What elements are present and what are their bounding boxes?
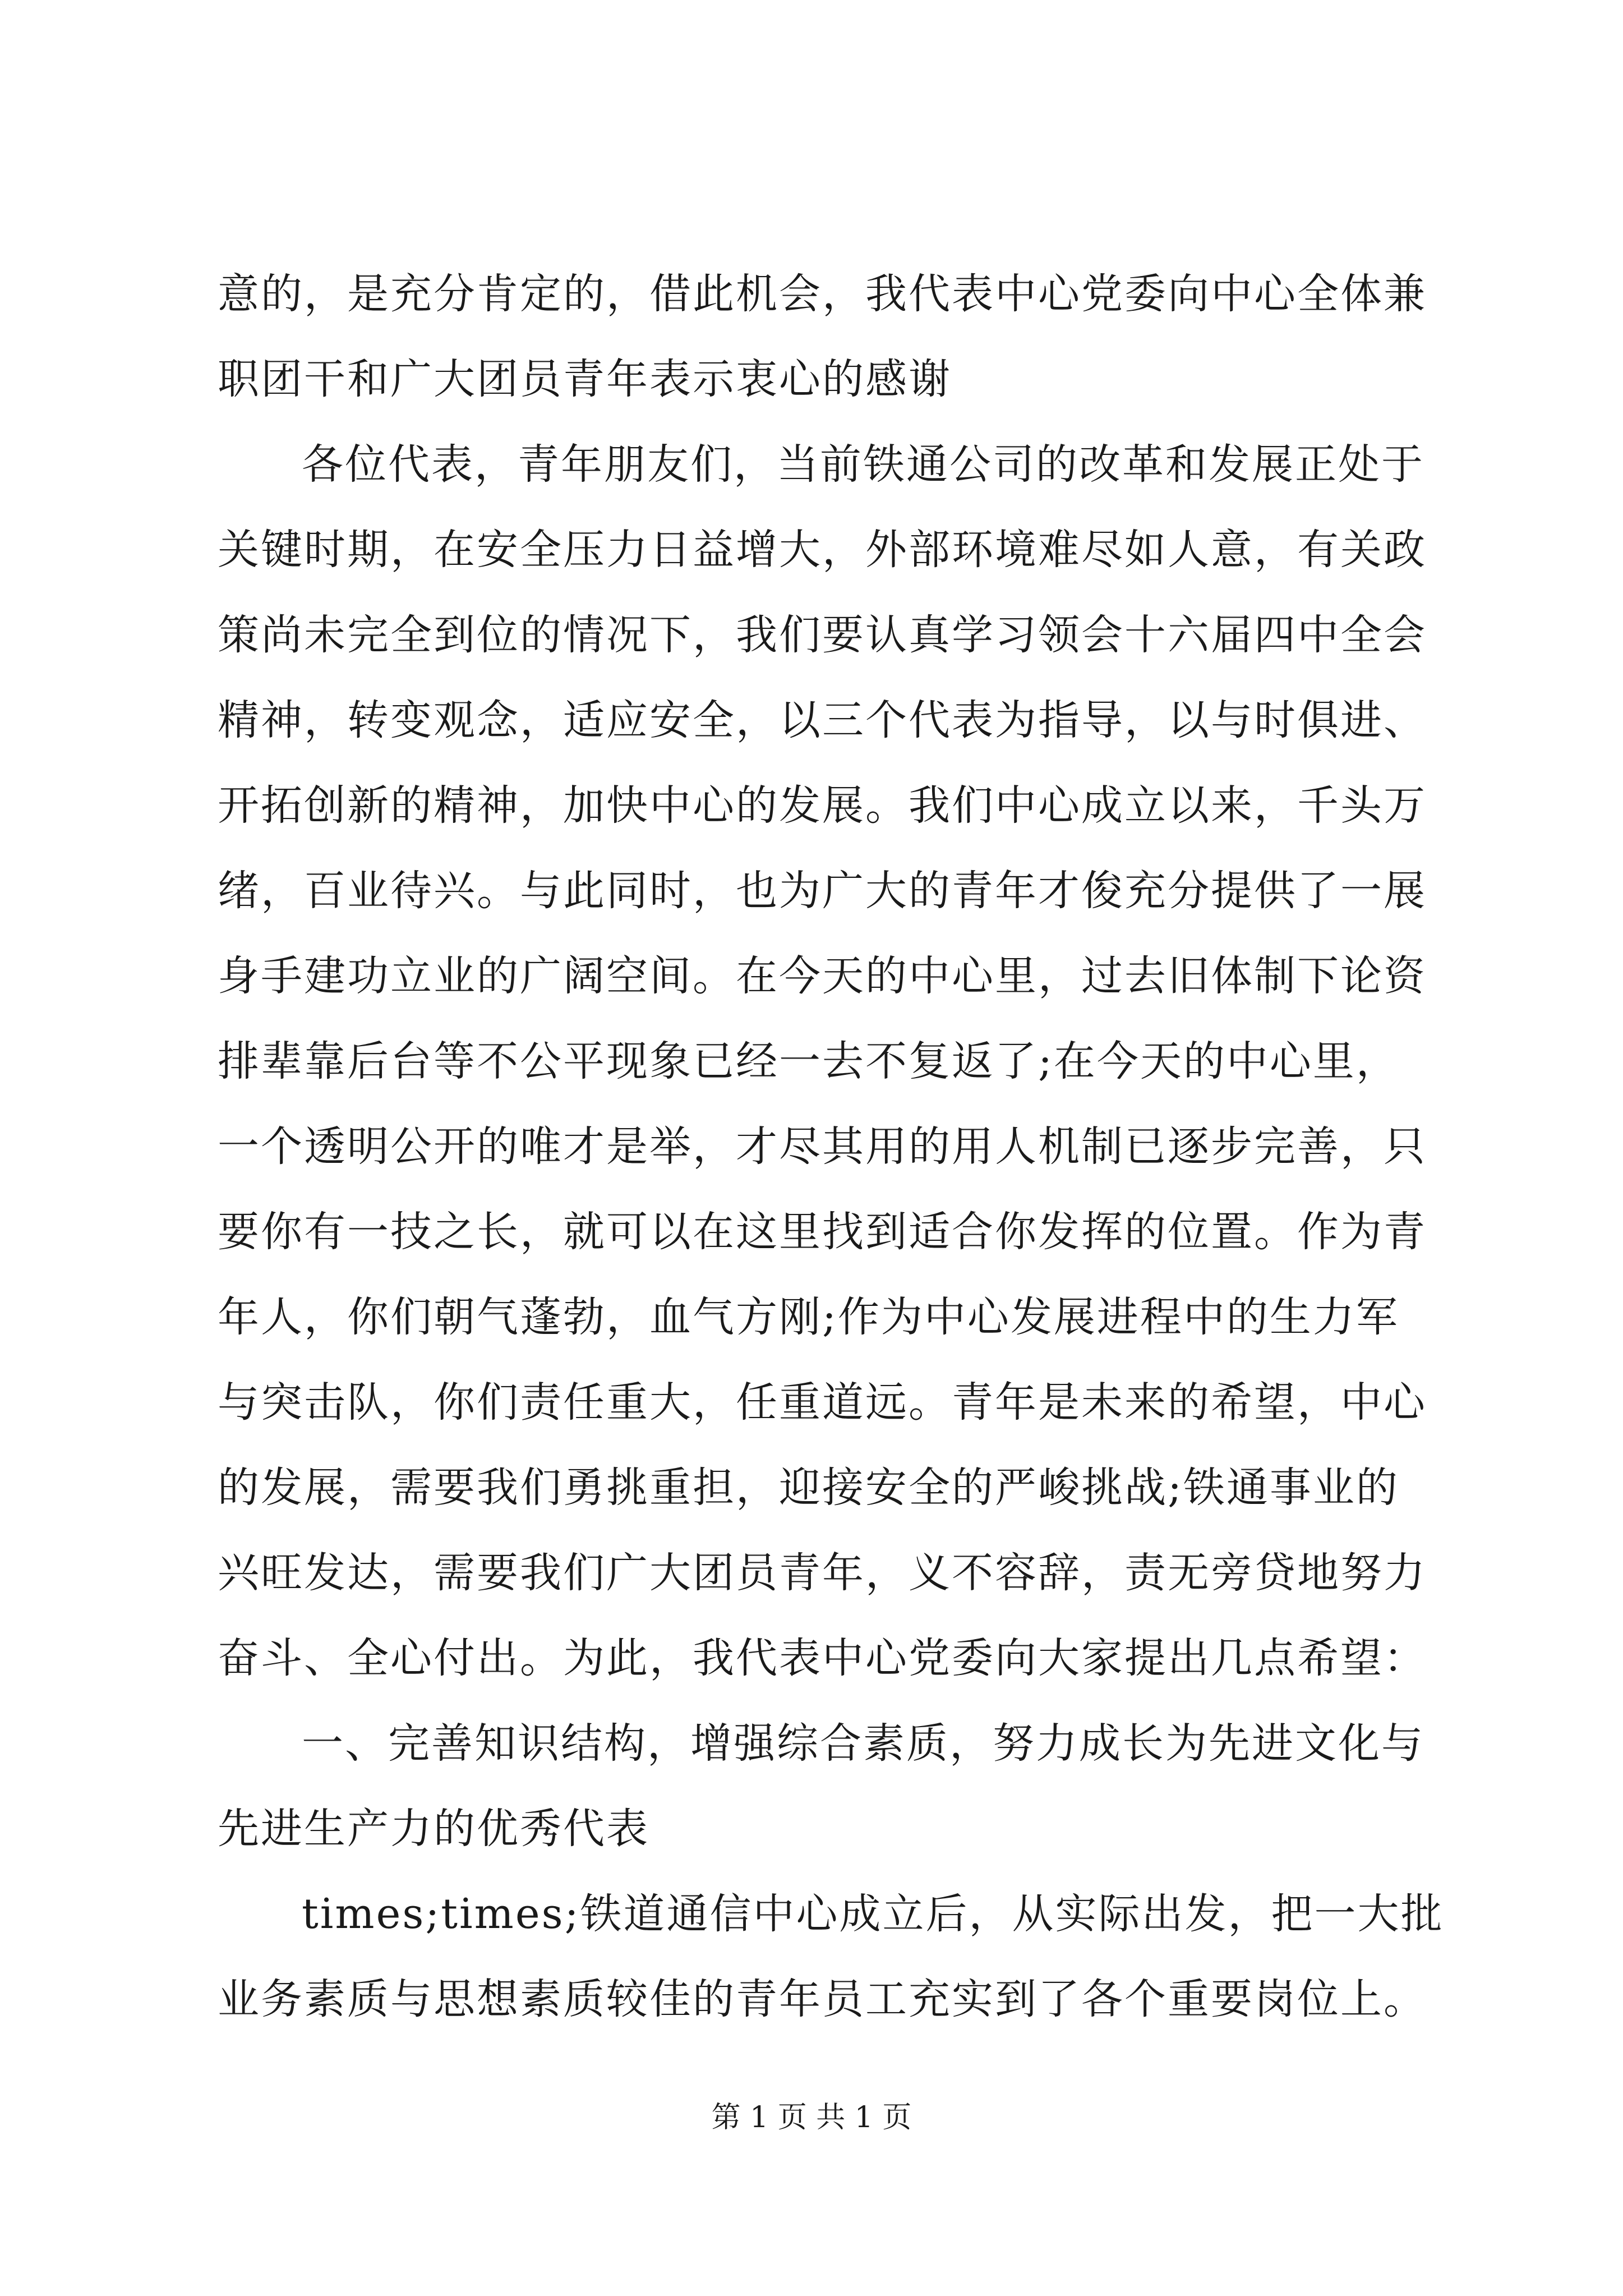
text-line: 一个透明公开的唯才是举，才尽其用的用人机制已逐步完善，只 [218,1122,1427,1171]
document-body [218,251,1444,2042]
text-line: 精神，转变观念，适应安全，以三个代表为指导，以与时俱进、 [218,696,1427,744]
text-line: 要你有一技之长，就可以在这里找到适合你发挥的位置。作为青 [218,1208,1427,1256]
text-line: 的发展，需要我们勇挑重担，迎接安全的严峻挑战;铁通事业的 [218,1464,1399,1512]
text-line: 与突击队，你们责任重大，任重道远。青年是未来的希望，中心 [218,1378,1427,1427]
text-line: times;times;铁道通信中心成立后，从实际出发，把一大批 [302,1890,1444,1938]
text-line: 开拓创新的精神，加快中心的发展。我们中心成立以来，千头万 [218,781,1427,830]
text-line: 关键时期，在安全压力日益增大，外部环境难尽如人意，有关政 [218,526,1427,574]
page-number-footer: 第 1 页 共 1 页 [711,2101,912,2134]
text-line: 业务素质与思想素质较佳的青年员工充实到了各个重要岗位上。 [218,1975,1427,2023]
text-line: 各位代表，青年朋友们，当前铁通公司的改革和发展正处于 [302,440,1424,489]
text-line: 策尚未完全到位的情况下，我们要认真学习领会十六届四中全会 [218,611,1427,659]
text-line: 绪，百业待兴。与此同时，也为广大的青年才俊充分提供了一展 [218,867,1427,915]
section-heading-continued: 先进生产力的优秀代表 [218,1805,649,1853]
text-line: 意的，是充分肯定的，借此机会，我代表中心党委向中心全体兼 [218,270,1427,318]
text-line: 年人，你们朝气蓬勃，血气方刚;作为中心发展进程中的生力军 [218,1293,1399,1341]
text-line: 身手建功立业的广阔空间。在今天的中心里，过去旧体制下论资 [218,952,1427,1000]
section-heading: 一、完善知识结构，增强综合素质，努力成长为先进文化与 [302,1719,1424,1768]
text-line: 排辈靠后台等不公平现象已经一去不复返了;在今天的中心里， [218,1037,1399,1085]
text-line: 奋斗、全心付出。为此，我代表中心党委向大家提出几点希望： [218,1634,1427,1682]
text-line: 兴旺发达，需要我们广大团员青年，义不容辞，责无旁贷地努力 [218,1549,1427,1597]
text-line: 职团干和广大团员青年表示衷心的感谢 [218,355,952,403]
